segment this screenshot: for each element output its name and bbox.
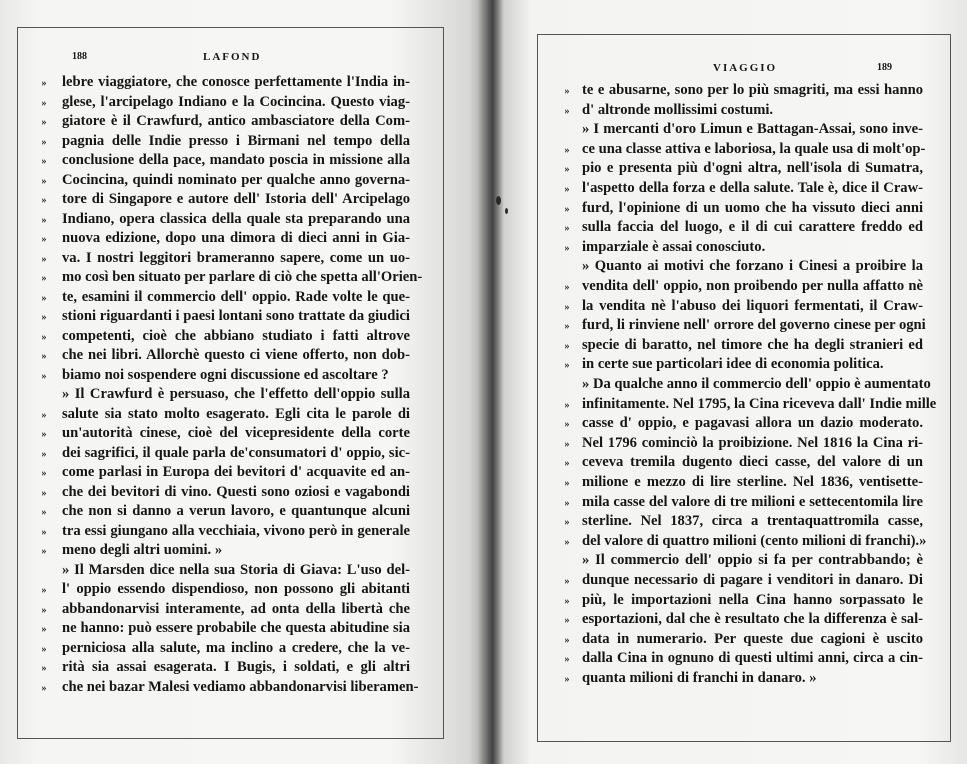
text-line: » I mercanti d'oro Limun e Battagan-Assai, sono inve- xyxy=(582,121,923,138)
text-line: nuova edizione, dopo una dimora di dieci anni in Gia- xyxy=(62,230,410,246)
text-line: Cocincina, quindi nominato per qualche anno governa- xyxy=(62,171,410,188)
text-line: competenti, cioè che abbiano studiato i fatti altrove xyxy=(62,327,410,344)
text-line: imparziale è assai conosciuto. xyxy=(582,238,766,255)
quote-marker: » xyxy=(564,203,570,215)
quote-marker: » xyxy=(564,674,570,685)
left-running-head: LAFOND xyxy=(203,51,262,63)
text-line: data in numerario. Per queste due cagioni è uscito xyxy=(582,630,923,647)
quote-marker: » xyxy=(41,331,47,343)
quote-marker: » xyxy=(41,117,47,128)
right-running-head: VIAGGIO xyxy=(713,62,778,74)
quote-marker: » xyxy=(41,253,47,265)
quote-marker: » xyxy=(41,643,47,655)
text-line: stioni riguardanti i paesi lontani sono trattate da giudici xyxy=(62,308,410,324)
quote-marker: » xyxy=(41,448,47,460)
text-line: » Il commercio dell' oppio si fa per contrabbando; è xyxy=(582,552,923,569)
text-line: rità sia assai esagerata. I Bugis, i soldati, e gli altri xyxy=(62,659,410,675)
text-line: d' altronde mollissimi costumi. xyxy=(582,101,774,118)
text-line: più, le importazioni nella Cina hanno sorpassato le xyxy=(582,591,923,608)
quote-marker: » xyxy=(564,144,570,156)
quote-marker: » xyxy=(41,78,47,89)
text-line: » Da qualche anno il commercio dell' oppio è aumentato xyxy=(582,376,931,392)
quote-marker: » xyxy=(564,223,570,235)
text-line: pio e presenta più d'ogni altra, nell'isola di Sumatra, xyxy=(582,160,923,177)
text-line: furd, li rinviene nell' orrore del governo cinese per ogni xyxy=(582,317,926,334)
text-line: te e abusarne, sono per lo più smagriti, ma essi hanno xyxy=(582,82,923,98)
quote-marker: » xyxy=(564,438,570,450)
quote-marker: » xyxy=(564,242,570,254)
quote-marker: » xyxy=(41,273,47,284)
quote-marker: » xyxy=(564,340,570,352)
text-line: infinitamente. Nel 1795, la Cina riceveva dall' Indie mille xyxy=(582,395,937,412)
quote-marker: » xyxy=(564,458,570,470)
quote-marker: » xyxy=(564,654,570,666)
text-line: glese, l'arcipelago Indiano e la Cocincina. Questo viag- xyxy=(62,93,410,110)
text-line: come parlasi in Europa dei bevitori d' acquavite ed an- xyxy=(62,464,410,480)
quote-marker: » xyxy=(41,429,47,440)
text-line: » Il Marsden dice nella sua Storia di Giava: L'uso del- xyxy=(62,561,410,578)
quote-marker: » xyxy=(41,156,47,167)
quote-marker: » xyxy=(564,595,570,607)
text-line: » Quanto ai motivi che forzano i Cinesi a proibire la xyxy=(582,258,923,275)
quote-marker: » xyxy=(41,546,47,557)
text-line: meno degli altri uomini. » xyxy=(62,542,223,558)
text-line: vendita dell' oppio, non proibendo per nulla affatto nè xyxy=(582,278,923,294)
text-line: in certe sue particolari idee di economia politica. xyxy=(582,356,884,373)
quote-marker: » xyxy=(564,164,570,176)
book-gutter xyxy=(478,0,504,764)
text-line: mila casse del valore di tre milioni e settecentomila lire xyxy=(582,493,923,510)
quote-marker: » xyxy=(41,663,47,674)
text-line: ce una classe attiva e laboriosa, la quale usa di molt'op- xyxy=(582,140,926,157)
quote-marker: » xyxy=(41,351,47,362)
text-line: dei sagrifici, il quale parla de'consumatori d' oppio, sic- xyxy=(62,444,410,461)
text-line: biamo noi sospendere ogni discussione ed ascoltare ? xyxy=(62,366,389,383)
text-line: abbandonarvisi interamente, ad onta della libertà che xyxy=(62,600,410,617)
quote-marker: » xyxy=(564,301,570,313)
text-line: che nei bazar Malesi vediamo abbandonarvisi liberamen- xyxy=(62,678,419,695)
text-line: quanta milioni di franchi in danaro. » xyxy=(582,670,817,686)
right-page xyxy=(488,0,967,764)
quote-marker: » xyxy=(41,507,47,518)
quote-marker: » xyxy=(564,536,570,548)
quote-marker: » xyxy=(564,634,570,646)
text-line: specie di baratto, nel timore che ha degli stranieri ed xyxy=(582,336,923,353)
text-line: tra essi giungano alla vecchiaia, vivono però in generale xyxy=(62,522,410,539)
text-line: dunque necessario di pagare i venditori in danaro. Di xyxy=(582,572,923,588)
quote-marker: » xyxy=(41,292,47,304)
text-line: mo così ben situato per parlare di ciò che spetta all'Orien- xyxy=(62,269,423,285)
text-line: sterline. Nel 1837, circa a trentaquattromila casse, xyxy=(582,513,923,530)
quote-marker: » xyxy=(564,105,570,117)
text-line: sulla faccia del luogo, e il di cui carattere freddo ed xyxy=(582,219,923,236)
text-line: ceveva tremila dugento dieci casse, del valore di un xyxy=(582,454,923,471)
ink-speck xyxy=(505,208,508,214)
text-line: » Il Crawfurd è persuaso, che l'effetto dell'oppio sulla xyxy=(62,386,410,402)
text-line: del valore di quattro milioni (cento milioni di franchi).» xyxy=(582,532,927,549)
text-line: che dei bevitori di vino. Questi sono oziosi e vagabondi xyxy=(62,483,410,500)
quote-marker: » xyxy=(41,585,47,596)
text-line: pagnia delle Indie presso i Birmani nel tempo della xyxy=(62,132,410,149)
quote-marker: » xyxy=(564,184,570,195)
quote-marker: » xyxy=(564,419,570,431)
text-line: salute sia stato molto esagerato. Egli cita le parole di xyxy=(62,405,410,422)
text-line: l' oppio essendo dispendioso, non possono gli abitanti xyxy=(62,581,410,597)
quote-marker: » xyxy=(41,234,47,245)
text-line: conclusione della pace, mandato poscia in missione alla xyxy=(62,152,410,168)
quote-marker: » xyxy=(41,97,47,109)
quote-marker: » xyxy=(564,497,570,509)
text-line: va. I nostri leggitori brameranno sapere, come un uo- xyxy=(62,249,410,266)
quote-marker: » xyxy=(41,312,47,323)
quote-marker: » xyxy=(564,399,570,411)
quote-marker: » xyxy=(564,86,570,97)
quote-marker: » xyxy=(564,360,570,372)
quote-marker: » xyxy=(564,478,570,489)
quote-marker: » xyxy=(564,282,570,293)
quote-marker: » xyxy=(41,526,47,538)
quote-marker: » xyxy=(564,321,570,333)
text-line: un'autorità cinese, cioè del vicepresidente della corte xyxy=(62,425,410,441)
quote-marker: » xyxy=(41,370,47,382)
text-line: furd, l'opinione di un uomo che ha vissuto dieci anni xyxy=(582,199,923,216)
right-page-number: 189 xyxy=(877,62,892,73)
quote-marker: » xyxy=(564,615,570,627)
text-line: tore di Singapore e autore dell' Istoria dell' Arcipelago xyxy=(62,191,410,207)
text-line: perniciosa alla salute, ma inclino a credere, che la ve- xyxy=(62,639,410,656)
text-line: te, esamini il commercio dell' oppio. Rade volte le que- xyxy=(62,288,410,305)
quote-marker: » xyxy=(41,195,47,206)
quote-marker: » xyxy=(41,624,47,635)
text-line: esportazioni, dal che è resultato che la differenza è sal- xyxy=(582,611,923,628)
quote-marker: » xyxy=(41,136,47,148)
left-page-number: 188 xyxy=(72,51,87,62)
quote-marker: » xyxy=(41,604,47,616)
text-line: Indiano, opera classica della quale sta preparando una xyxy=(62,210,410,227)
quote-marker: » xyxy=(41,487,47,499)
text-line: che nei libri. Allorchè questo ci viene offerto, non dob- xyxy=(62,347,410,363)
quote-marker: » xyxy=(41,409,47,421)
text-line: ne hanno: può essere probabile che questa abitudine sia xyxy=(62,620,410,636)
quote-marker: » xyxy=(41,682,47,694)
quote-marker: » xyxy=(564,576,570,587)
ink-speck xyxy=(496,196,501,205)
quote-marker: » xyxy=(41,214,47,226)
quote-marker: » xyxy=(564,517,570,529)
text-line: Nel 1796 cominciò la proibizione. Nel 1816 la Cina ri- xyxy=(582,434,923,451)
text-line: giatore è il Crawfurd, antico ambasciatore della Com- xyxy=(62,113,410,129)
text-line: dalla Cina in ognuno di questi ultimi anni, circa a cin- xyxy=(582,650,923,667)
text-line: la vendita nè l'abuso dei liquori fermentati, il Craw- xyxy=(582,297,923,314)
text-line: casse d' oppio, e pagavasi allora un dazio moderato. xyxy=(582,415,923,432)
text-line: lebre viaggiatore, che conosce perfettamente l'India in- xyxy=(62,74,410,90)
text-line: che non si danno a verun lavoro, e quantunque alcuni xyxy=(62,503,410,519)
text-line: milione e mezzo di lire sterline. Nel 1836, ventisette- xyxy=(582,474,923,490)
quote-marker: » xyxy=(41,175,47,187)
text-line: l'aspetto della forza e della salute. Tale è, dice il Craw- xyxy=(582,180,923,196)
quote-marker: » xyxy=(41,468,47,479)
